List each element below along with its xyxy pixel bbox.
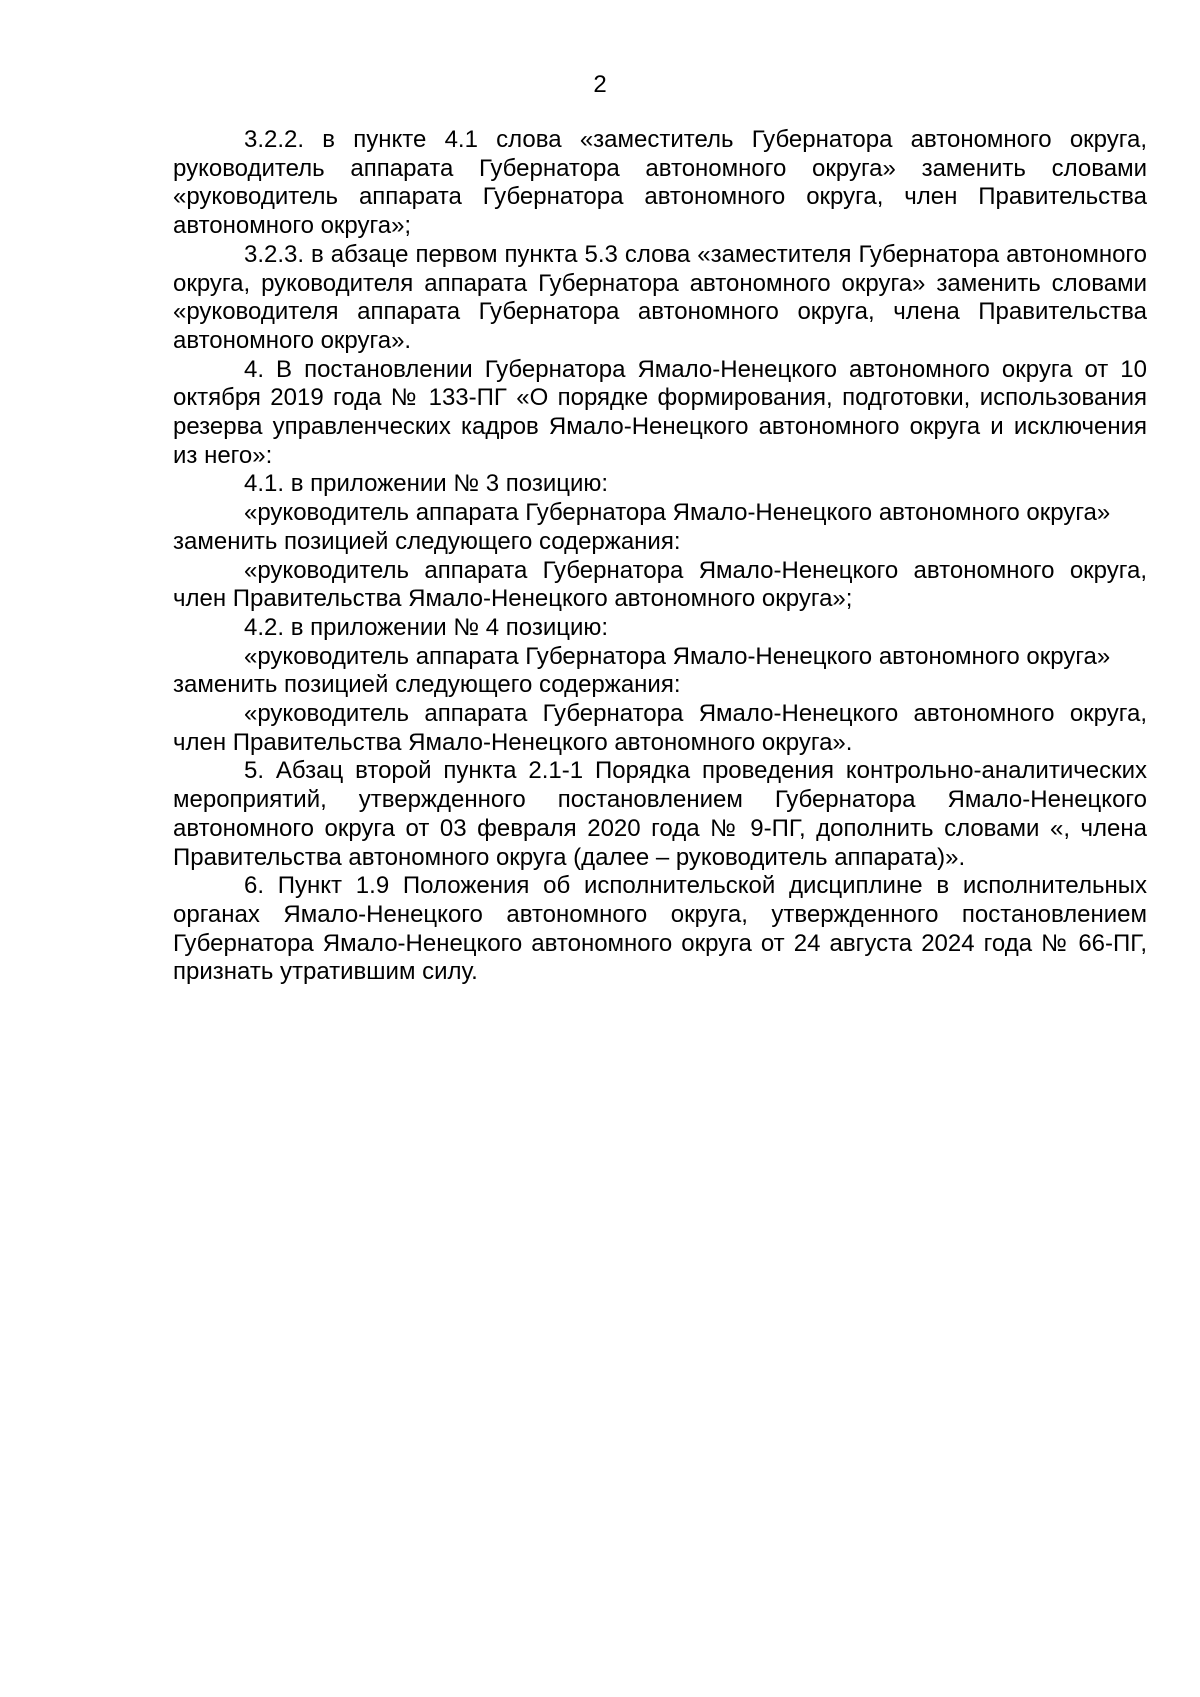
paragraph-6: 6. Пункт 1.9 Положения об исполнительской дисциплине в исполнительных органах Ямало-Ненецкого автономного округа, утвержденного постановлением Губернатора Ямало-Ненецкого автономного округа от 24 августа 2024 года № 66-ПГ, признать утратившим силу.: [173, 872, 1147, 986]
paragraph-4-2-replace-line: заменить позицией следующего содержания:: [173, 671, 681, 699]
paragraph-4-2: 4.2. в приложении № 4 позицию:: [244, 613, 609, 641]
page-number: 2: [593, 71, 607, 98]
paragraph-4-1-replace-line: заменить позицией следующего содержания:: [173, 527, 681, 555]
paragraph-4-1-old-position: «руководитель аппарата Губернатора Ямало-Ненецкого автономного округа»: [244, 499, 1111, 527]
paragraph-4-1: 4.1. в приложении № 3 позицию:: [244, 470, 609, 498]
paragraph-4-1-new-position: «руководитель аппарата Губернатора Ямало-Ненецкого автономного округа, член Правительства Ямало-Ненецкого автономного округа»;: [173, 556, 1147, 613]
paragraph-4-2-old-position: «руководитель аппарата Губернатора Ямало-Ненецкого автономного округа»: [244, 642, 1111, 670]
paragraph-3-2-2: 3.2.2. в пункте 4.1 слова «заместитель Губернатора автономного округа, руководитель аппарата Губернатора автономного округа» заменить словами «руководитель аппарата Губернатора автономного округа, член Правительства автономного округа»;: [173, 126, 1147, 240]
document-body: [173, 126, 1147, 987]
paragraph-4-2-new-position: «руководитель аппарата Губернатора Ямало-Ненецкого автономного округа, член Правительства Ямало-Ненецкого автономного округа».: [173, 700, 1147, 756]
paragraph-4: 4. В постановлении Губернатора Ямало-Ненецкого автономного округа от 10 октября 2019 года № 133-ПГ «О порядке формирования, подготовки, использования резерва управленческих кадров Ямало-Ненецкого автономного округа и исключения из него»:: [173, 355, 1147, 469]
paragraph-5: 5. Абзац второй пункта 2.1-1 Порядка проведения контрольно-аналитических мероприятий, утвержденного постановлением Губернатора Ямало-Ненецкого автономного округа от 03 февраля 2020 года № 9-ПГ, дополнить словами «, члена Правительства автономного округа (далее – руководитель аппарата)».: [173, 757, 1147, 871]
paragraph-3-2-3: 3.2.3. в абзаце первом пункта 5.3 слова «заместителя Губернатора автономного округа, руководителя аппарата Губернатора автономного округа» заменить словами «руководителя аппарата Губернатора автономного округа, члена Правительства автономного округа».: [173, 240, 1147, 354]
